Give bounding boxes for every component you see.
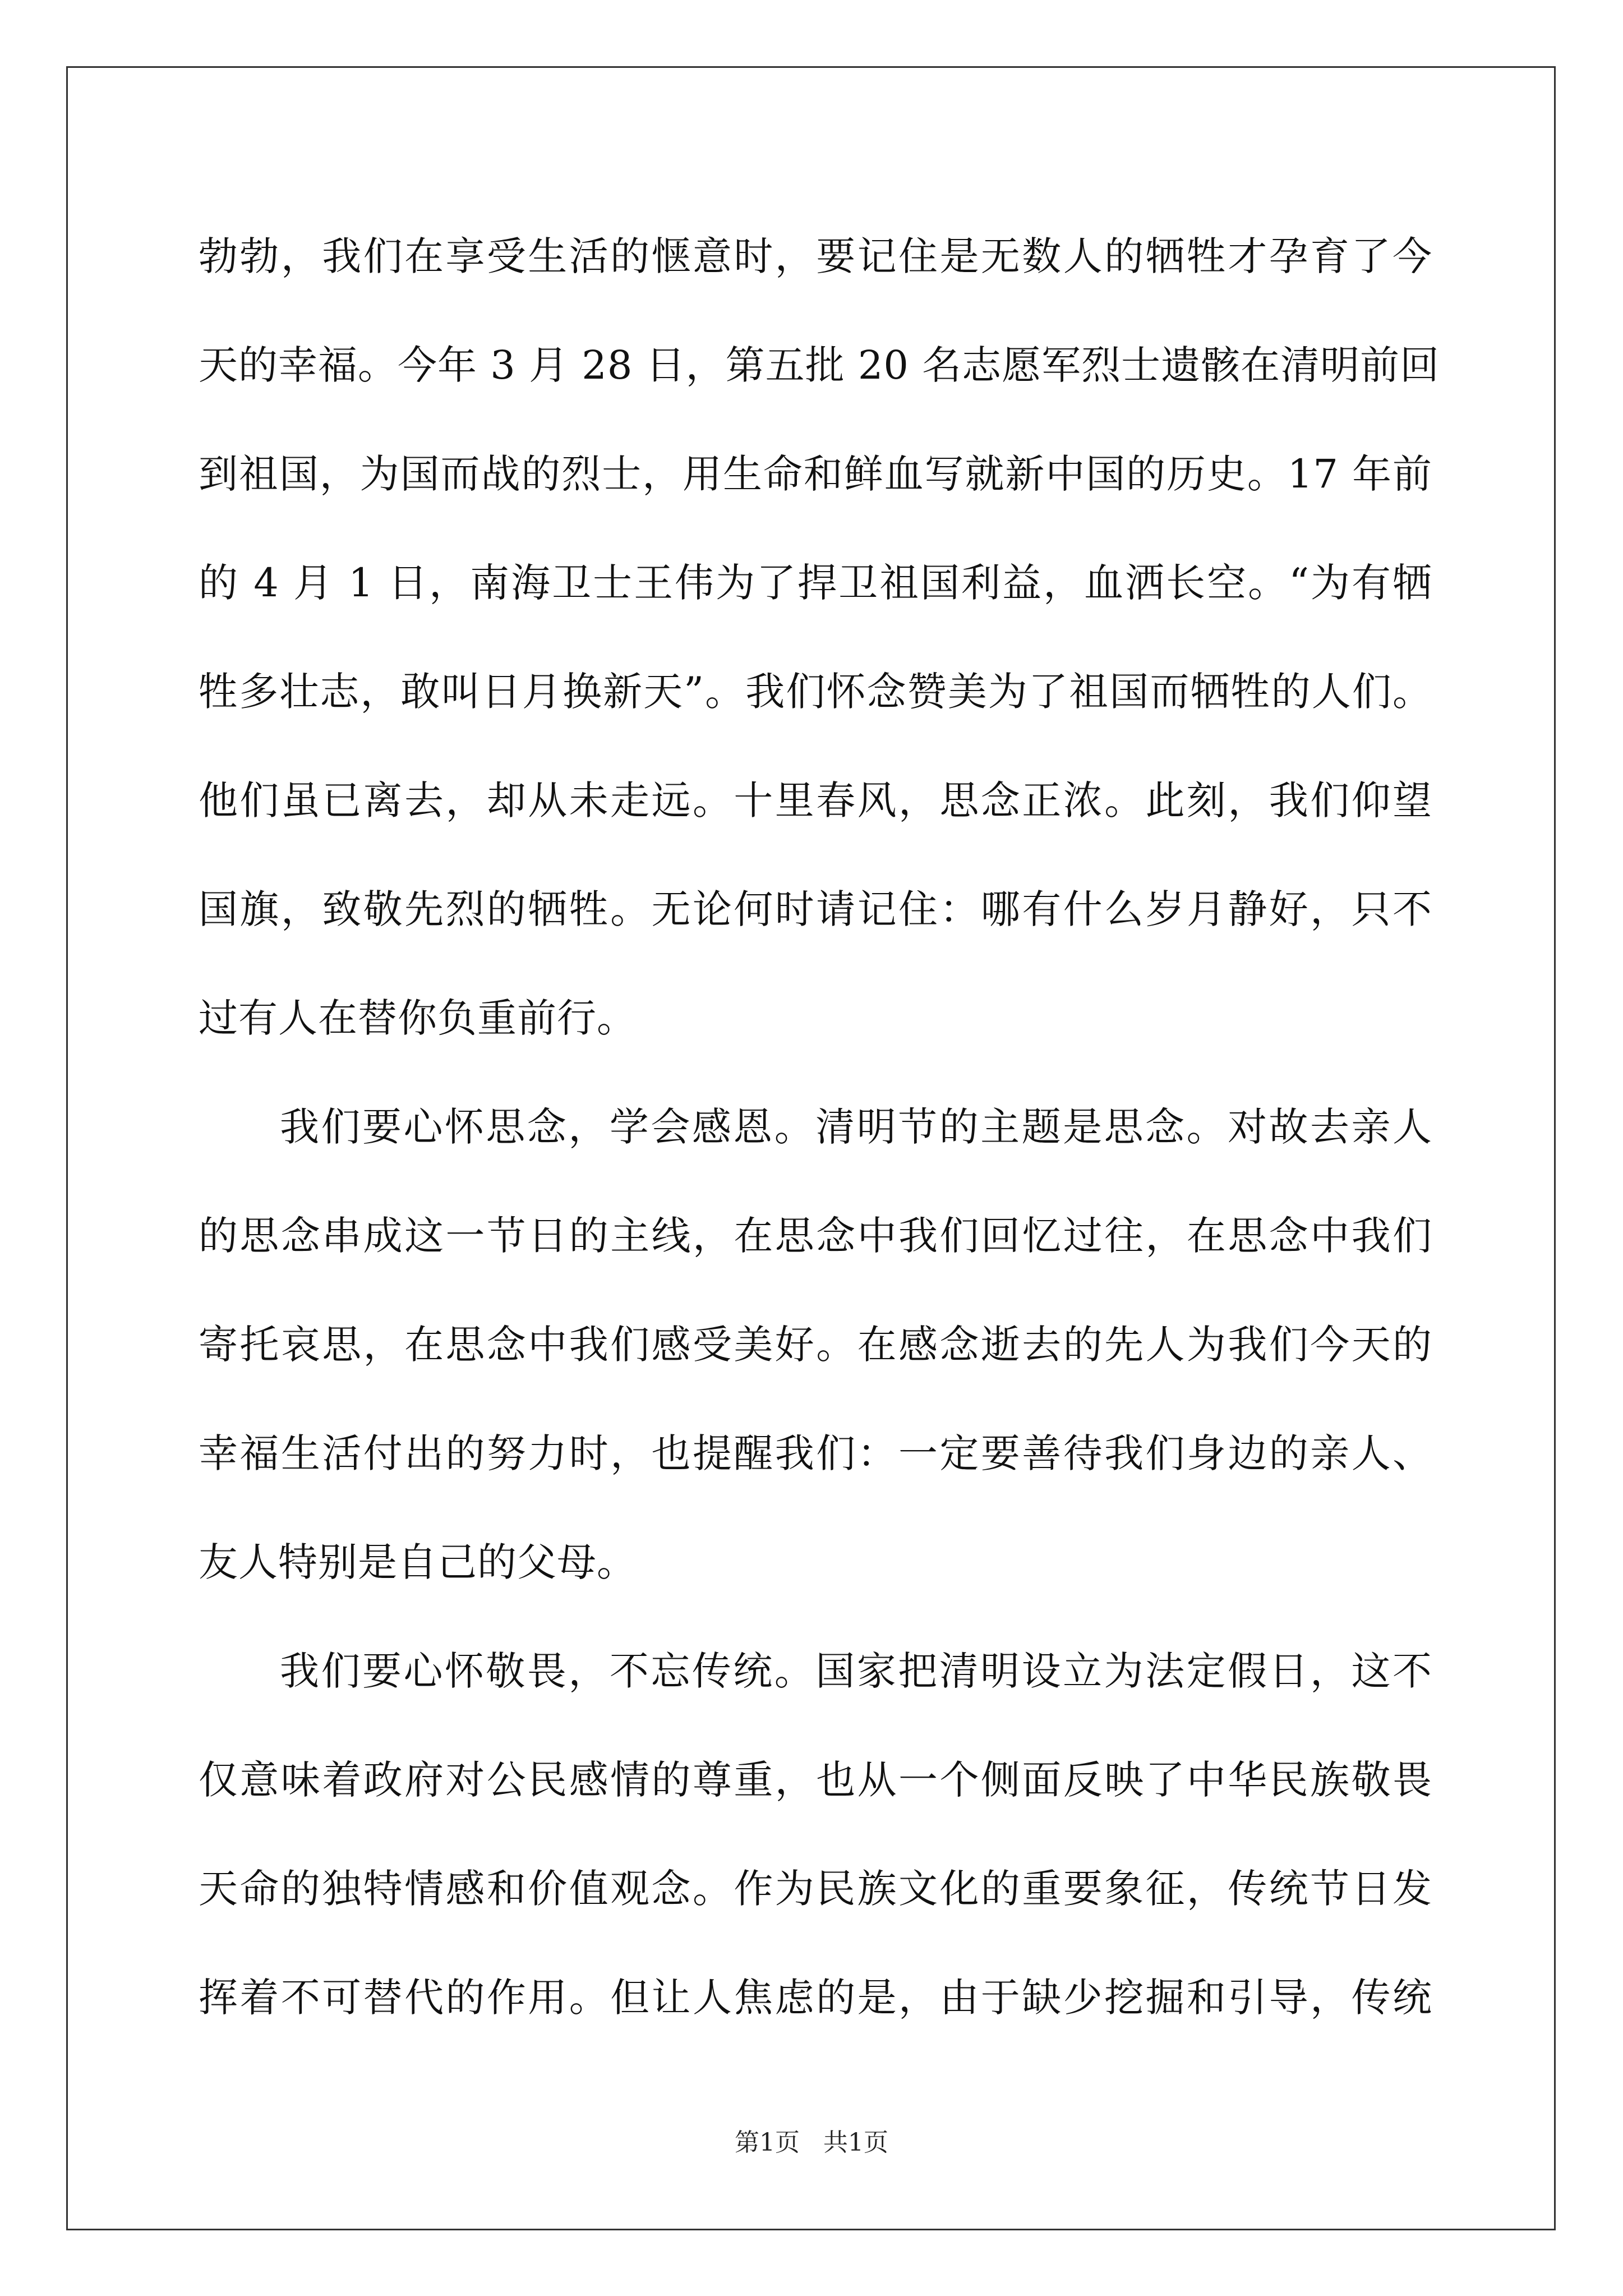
paragraph-1-line-3: 到祖国，为国而战的烈士，用生命和鲜血写就新中国的历史。17 年前 xyxy=(199,451,1432,497)
paragraph-1-line-5: 牲多壮志，敢叫日月换新天”。我们怀念赞美为了祖国而牺牲的人们。 xyxy=(199,669,1432,715)
paragraph-1-line-1: 勃勃，我们在享受生活的惬意时，要记住是无数人的牺牲才孕育了今 xyxy=(199,233,1432,279)
paragraph-1-line-8: 过有人在替你负重前行。 xyxy=(199,995,637,1041)
paragraph-3-line-2: 仅意味着政府对公民感情的尊重，也从一个侧面反映了中华民族敬畏 xyxy=(199,1757,1432,1803)
document-body xyxy=(199,202,1440,2052)
paragraph-1-line-4: 的 4 月 1 日，南海卫士王伟为了捍卫祖国利益，血洒长空。“为有牺 xyxy=(199,560,1432,606)
paragraph-2-line-1: 我们要心怀思念，学会感恩。清明节的主题是思念。对故去亲人 xyxy=(280,1104,1432,1150)
paragraph-2-line-2: 的思念串成这一节日的主线，在思念中我们回忆过往，在思念中我们 xyxy=(199,1213,1432,1259)
paragraph-3-line-1: 我们要心怀敬畏，不忘传统。国家把清明设立为法定假日，这不 xyxy=(280,1648,1432,1694)
page-number: 第1页 xyxy=(735,2128,800,2157)
paragraph-2-line-4: 幸福生活付出的努力时，也提醒我们：一定要善待我们身边的亲人、 xyxy=(199,1430,1432,1476)
paragraph-2-line-5: 友人特别是自己的父母。 xyxy=(199,1539,637,1585)
page-total: 共1页 xyxy=(823,2128,888,2157)
paragraph-1-line-6: 他们虽已离去，却从未走远。十里春风，思念正浓。此刻，我们仰望 xyxy=(199,777,1432,823)
page-footer xyxy=(0,2126,1623,2160)
paragraph-1-line-2: 天的幸福。今年 3 月 28 日，第五批 20 名志愿军烈士遗骸在清明前回 xyxy=(199,342,1440,388)
paragraph-1-line-7: 国旗，致敬先烈的牺牲。无论何时请记住：哪有什么岁月静好，只不 xyxy=(199,886,1432,932)
paragraph-3-line-4: 挥着不可替代的作用。但让人焦虑的是，由于缺少挖掘和引导，传统 xyxy=(199,1975,1432,2021)
paragraph-2-line-3: 寄托哀思，在思念中我们感受美好。在感念逝去的先人为我们今天的 xyxy=(199,1322,1432,1368)
paragraph-3-line-3: 天命的独特情感和价值观念。作为民族文化的重要象征，传统节日发 xyxy=(199,1866,1432,1912)
